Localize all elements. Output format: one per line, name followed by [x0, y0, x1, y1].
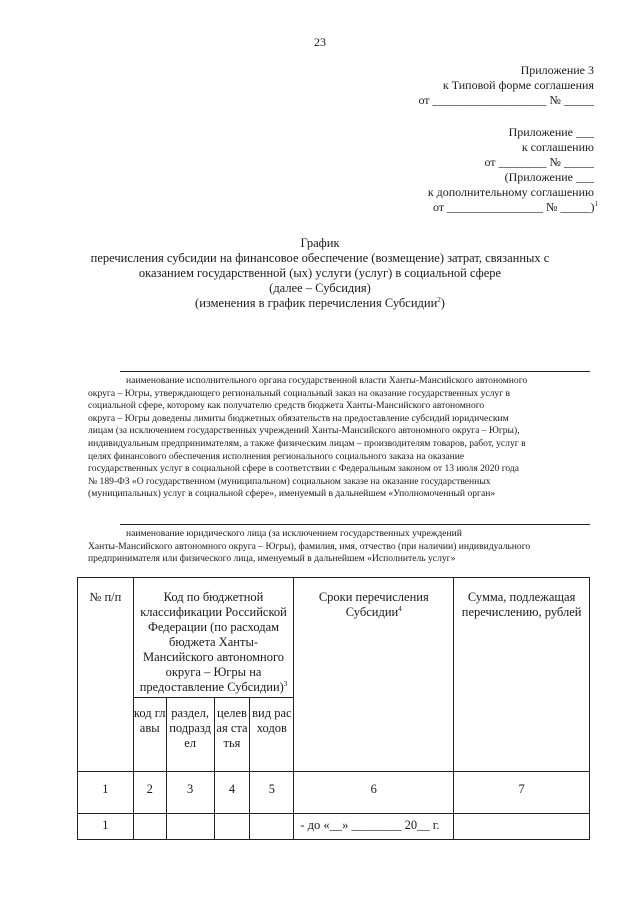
- executor-caption: наименование юридического лица (за исключением государственных учреждений Ханты-Мансийского автономного округа – Югры), фамилия, имя, отчество (при наличии) индивидуального предпринимателя или физического лица, именуемый в дальнейшем «Исполнитель услуг»: [88, 528, 531, 565]
- appendix2-line: Приложение ___: [508, 125, 594, 139]
- authority-caption: наименование исполнительного органа государственной власти Ханты-Мансийского автономного округа – Югры, утверждающего региональный социальный заказ на оказание государственных услуг в социальной сфере, которому как получателю средств бюджета Ханты-Мансийского автономного округа – Югры доведены лимиты бюджетных обязательств на предоставление субсидий юридическим лицам (за исключением государственных учреждений Ханты-Мансийского автономного округа – Югры), индивидуальным предпринимателям, а также физическим лицам – производителям товаров, работ, услуг в целях финансового обеспечения исполнения регионального социального заказа на оказание государственных услуг в социальной сфере в соответствии с Федеральным законом от 13 июля 2020 года № 189-ФЗ «О государственном (муниципальном) социальном заказе на оказание государственных (муниципальных) услуг в социальной сфере», именуемый в дальнейшем «Уполномоченный орган»: [88, 375, 528, 500]
- table-row: [78, 814, 590, 840]
- row-target-article[interactable]: [214, 814, 250, 840]
- header-num: № п/п: [78, 578, 134, 772]
- footnote-4: 4: [398, 604, 402, 613]
- footnote-3: 3: [283, 679, 288, 688]
- appendix3-line: (Приложение ___: [504, 170, 594, 184]
- subheader-target-article: целевая статья: [214, 698, 250, 772]
- form-line: к Типовой форме соглашения: [442, 78, 594, 92]
- row-expense-type[interactable]: [250, 814, 294, 840]
- col-number-4: 4: [214, 772, 250, 814]
- row-sum[interactable]: [454, 814, 590, 840]
- col-number-2: 2: [133, 772, 166, 814]
- footnote-2: 2: [437, 295, 441, 304]
- row-section[interactable]: [166, 814, 214, 840]
- subheader-section: раздел, подраздел: [166, 698, 214, 772]
- col-number-7: 7: [454, 772, 590, 814]
- subheader-chapter-code: код главы: [133, 698, 166, 772]
- executor-signature-line: [120, 524, 590, 525]
- col-number-5: 5: [250, 772, 294, 814]
- appendix-line: Приложение 3: [520, 63, 594, 77]
- col-number-3: 3: [166, 772, 214, 814]
- from2-line: от ________ № _____: [484, 155, 594, 169]
- schedule-table: [77, 577, 590, 840]
- footnote-1: 1: [594, 200, 598, 208]
- agreement-line: к соглашению: [521, 140, 594, 154]
- additional-agreement-line: к дополнительному соглашению: [427, 185, 594, 199]
- row-chapter-code[interactable]: [133, 814, 166, 840]
- authority-signature-line: [120, 371, 590, 372]
- from3-line: [433, 200, 598, 215]
- title-line-5: (изменения в график перечисления Субсидии$^2$): [195, 295, 445, 310]
- subheader-expense-type: вид расходов: [250, 698, 294, 772]
- col-number-1: 1: [78, 772, 134, 814]
- title-block: [80, 236, 560, 311]
- col-number-6: 6: [294, 772, 454, 814]
- header-sum: Сумма, подлежащая перечислению, рублей: [454, 578, 590, 772]
- title-line-2: перечисления субсидии на финансовое обеспечение (возмещение) затрат, связанных с: [90, 251, 550, 265]
- header-dates: Сроки перечисления Субсидии$^4$: [294, 578, 454, 772]
- from3-text: от ________________ № _____): [432, 200, 595, 214]
- row-num: 1: [78, 814, 134, 840]
- page-number: 23: [314, 35, 326, 49]
- title-line-3: оказанием государственной (ых) услуги (услуг) в социальной сфере: [138, 266, 502, 280]
- title-heading: График: [300, 236, 340, 250]
- header-code: Код по бюджетной классификации Российской Федерации (по расходам бюджета Ханты-Мансийского автономного округа – Югры на предоставление Субсидии)$^3$: [133, 578, 294, 698]
- title-line-4: (далее – Субсидия): [269, 281, 371, 295]
- from-line: от ___________________ № _____: [418, 93, 594, 107]
- row-dates[interactable]: - до «__» ________ 20__ г.: [294, 814, 454, 840]
